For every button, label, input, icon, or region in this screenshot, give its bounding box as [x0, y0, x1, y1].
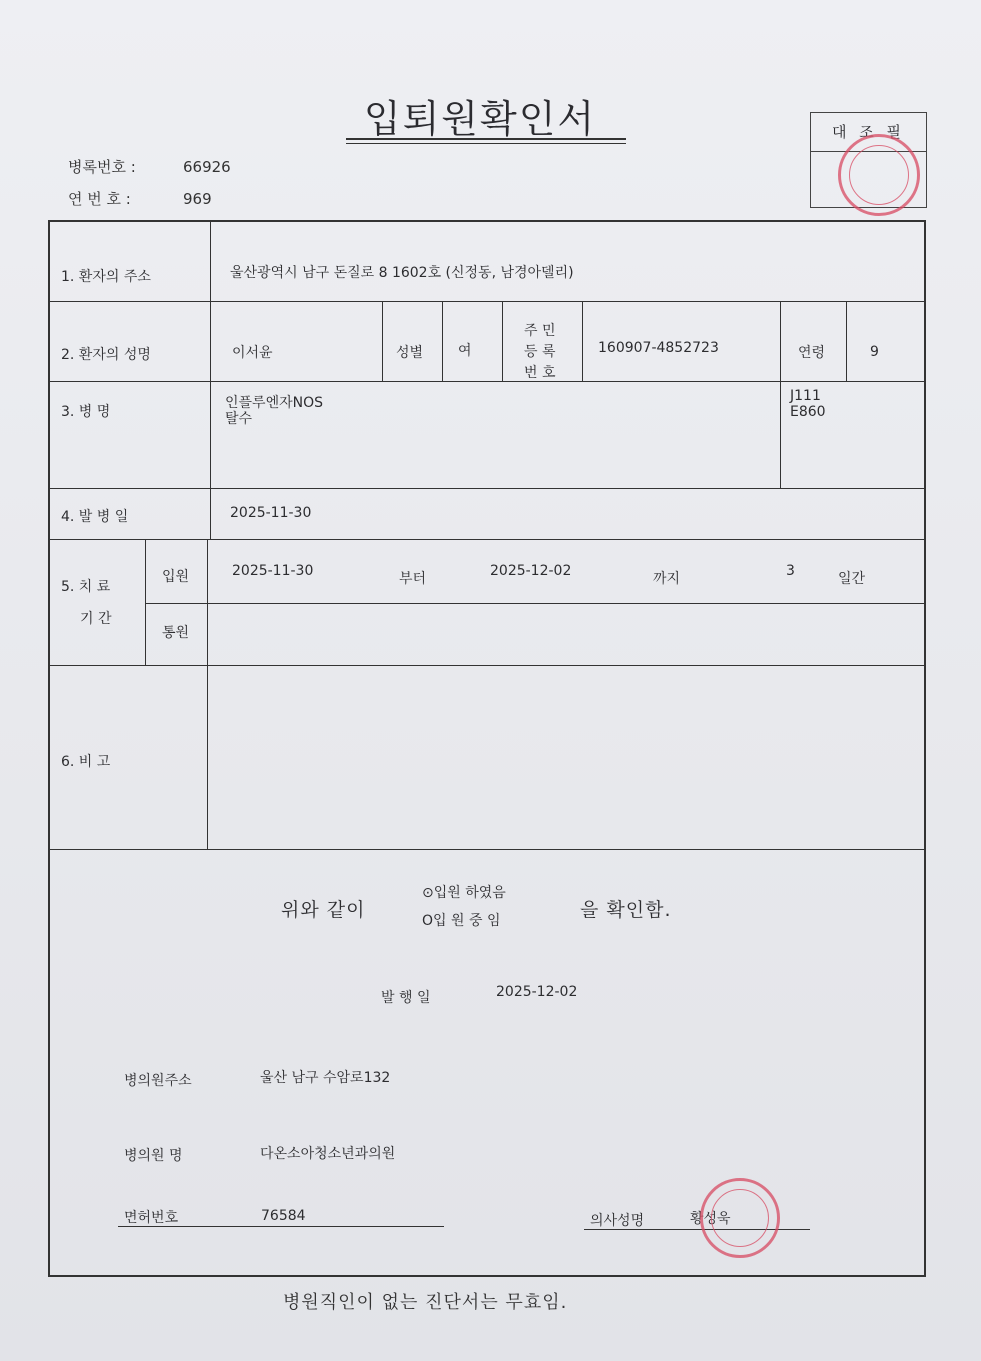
title-underline-double: [346, 143, 626, 144]
patient-name-value: 이서윤: [232, 345, 273, 361]
age-value: 9: [870, 344, 879, 360]
disease-name-2: 탈수: [225, 411, 253, 427]
disease-label: 3. 병 명: [61, 404, 111, 420]
serial-number-row: [68, 188, 212, 209]
remarks-label: 6. 비 고: [61, 754, 111, 770]
onset-label: 4. 발 병 일: [61, 509, 129, 525]
chart-number-label: 병록번호 :: [68, 158, 136, 176]
inpatient-start-date: 2025-11-30: [232, 563, 314, 579]
serial-number-label: 연 번 호 :: [68, 190, 131, 208]
address-value: 울산광역시 남구 돈질로 8 1602호 (신정동, 남경아델리): [230, 265, 574, 281]
license-label: 면허번호: [124, 1210, 179, 1226]
to-label: 까지: [653, 571, 681, 587]
from-label: 부터: [399, 571, 427, 587]
doctor-name-label: 의사성명: [590, 1213, 645, 1229]
confirm-option-admitted: ⊙입원 하였음: [422, 885, 506, 901]
confirm-prefix: 위와 같이: [281, 899, 366, 921]
onset-date: 2025-11-30: [230, 505, 312, 521]
inpatient-end-date: 2025-12-02: [490, 563, 572, 579]
license-number: 76584: [261, 1208, 306, 1224]
treatment-label-1: 5. 치 료: [61, 579, 111, 595]
hospital-name-label: 병의원 명: [124, 1148, 183, 1164]
outpatient-label: 통원: [162, 625, 190, 641]
inpatient-days: 3: [786, 563, 795, 579]
rrn-label-line-2: 등 록: [524, 344, 556, 360]
license-underline: [118, 1226, 444, 1227]
rrn-label-line-1: 주 민: [524, 323, 556, 339]
patient-name-label: 2. 환자의 성명: [61, 347, 151, 363]
inpatient-label: 입원: [162, 569, 190, 585]
disease-name-1: 인플루엔자NOS: [225, 395, 323, 411]
treatment-label-2: 기 간: [80, 611, 112, 627]
document-title: 입퇴원확인서: [363, 97, 597, 141]
doctor-seal-icon: [700, 1178, 780, 1258]
sex-label: 성별: [396, 345, 424, 361]
hospital-address-label: 병의원주소: [124, 1073, 192, 1089]
footer-notice: 병원직인이 없는 진단서는 무효임.: [283, 1292, 568, 1313]
doctor-name-value: 황성욱: [690, 1211, 731, 1227]
serial-number-value: 969: [183, 190, 212, 208]
sex-value: 여: [458, 343, 472, 359]
confirm-option-in-hospital: O입 원 중 임: [422, 913, 501, 929]
hospital-name-value: 다온소아청소년과의원: [260, 1146, 396, 1162]
chart-number-row: [68, 156, 231, 177]
rrn-value: 160907-4852723: [598, 340, 719, 356]
rrn-label-line-3: 번 호: [524, 365, 556, 381]
disease-code-1: J111: [790, 388, 821, 404]
issue-date-label: 발 행 일: [381, 990, 431, 1006]
age-label: 연령: [798, 345, 826, 361]
address-label: 1. 환자의 주소: [61, 269, 151, 285]
hospital-address-value: 울산 남구 수암로132: [260, 1070, 391, 1086]
issue-date-value: 2025-12-02: [496, 984, 578, 1000]
title-underline: [346, 138, 626, 140]
hospital-seal-top-icon: [838, 134, 920, 216]
disease-code-2: E860: [790, 404, 826, 420]
confirm-suffix: 을 확인함.: [580, 899, 672, 921]
days-label: 일간: [838, 571, 866, 587]
chart-number-value: 66926: [183, 158, 231, 176]
verification-label: 대 조 필: [811, 113, 926, 152]
confirmation-form-table: [48, 220, 926, 1277]
